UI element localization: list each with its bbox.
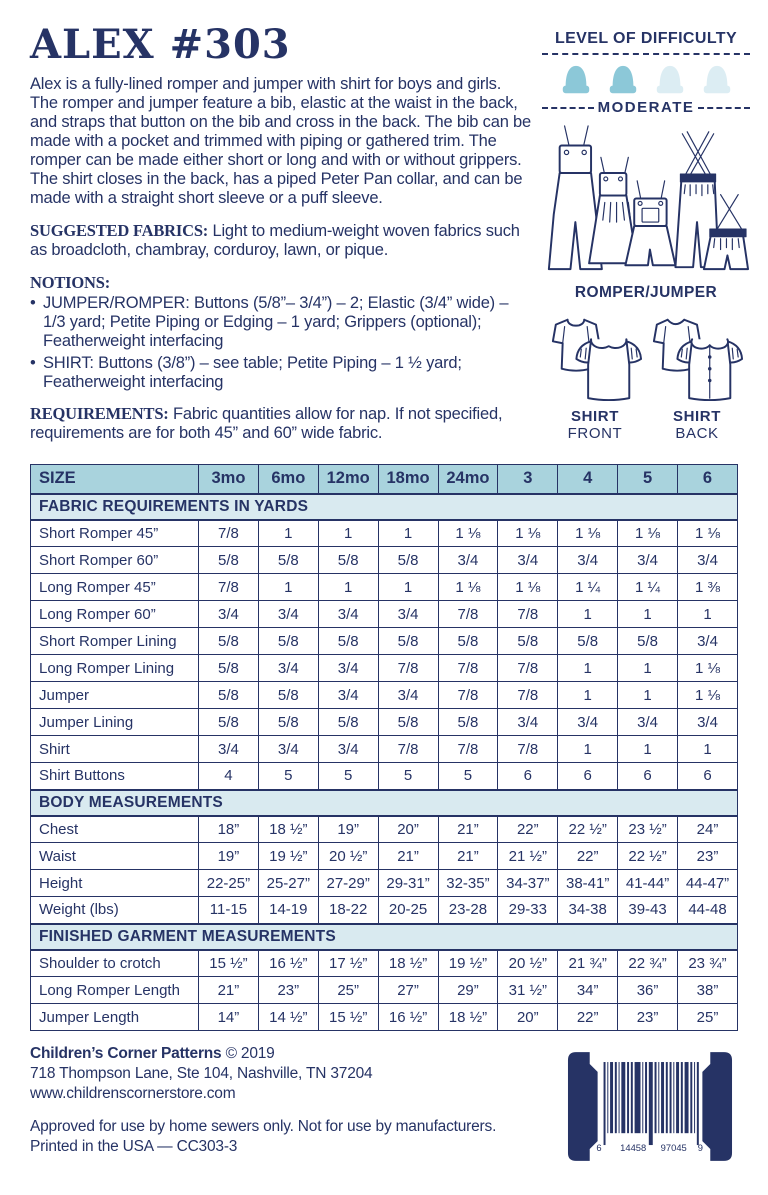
- table-cell: 5/8: [199, 655, 259, 682]
- table-cell: 1: [618, 655, 678, 682]
- table-row: [31, 520, 738, 547]
- shirt-front-illustration: [546, 308, 644, 404]
- notions-item: • JUMPER/ROMPER: Buttons (5/8”– 3/4”) – 2; Elastic (3/4” wide) – 1/3 yard; Petite Piping or Edging – 1 yard; Grippers (optional); Featherweight interfacing: [30, 294, 532, 351]
- table-cell: 5: [438, 763, 498, 790]
- table-cell: 6: [498, 763, 558, 790]
- requirements-text: Fabric quantities allow for nap. If not specified, requirements are for both 45” and 60” wide fabric.: [30, 405, 503, 442]
- table-cell: 5/8: [318, 709, 378, 736]
- table-cell: 25-27”: [258, 870, 318, 897]
- table-cell: 1 ⅛: [498, 520, 558, 547]
- barcode-bar: [661, 1062, 664, 1133]
- table-cell: 7/8: [378, 736, 438, 763]
- table-cell: 14-19: [258, 897, 318, 924]
- barcode-bar: [670, 1062, 672, 1133]
- suggested-fabrics-text: Light to medium-weight woven fabrics such as broadcloth, chambray, corduroy, lawn, or pique.: [30, 222, 520, 259]
- table-cell: 3/4: [378, 682, 438, 709]
- table-cell: 1: [378, 574, 438, 601]
- table-cell: 3/4: [199, 736, 259, 763]
- table-cell: 5: [318, 763, 378, 790]
- thimble-icon: [650, 63, 690, 97]
- text-column: [30, 21, 532, 456]
- shirt-back-illustration: [648, 308, 746, 404]
- table-cell: 3/4: [498, 709, 558, 736]
- table-cell: 18 ½”: [258, 816, 318, 843]
- illustration-column: [532, 24, 750, 456]
- shirt-back-label: SHIRT: [673, 408, 721, 425]
- row-label: Waist: [31, 843, 199, 870]
- table-cell: 21”: [438, 843, 498, 870]
- table-cell: 3/4: [438, 547, 498, 574]
- section-header-row: [31, 494, 738, 520]
- table-cell: 34-38: [558, 897, 618, 924]
- table-row: [31, 655, 738, 682]
- table-row: [31, 763, 738, 790]
- table-cell: 7/8: [498, 736, 558, 763]
- table-cell: 3/4: [618, 709, 678, 736]
- page-title: ALEX #303: [30, 21, 291, 68]
- table-cell: 21 ¾”: [558, 950, 618, 977]
- table-cell: 20 ½”: [318, 843, 378, 870]
- table-cell: 19 ½”: [258, 843, 318, 870]
- table-cell: 5/8: [258, 547, 318, 574]
- table-cell: 41-44”: [618, 870, 678, 897]
- table-cell: 7/8: [498, 601, 558, 628]
- thimble-icon: [697, 63, 737, 97]
- table-row: [31, 547, 738, 574]
- barcode-bar: [619, 1062, 620, 1133]
- barcode-bar: [685, 1062, 689, 1133]
- requirements-heading: REQUIREMENTS:: [30, 404, 169, 423]
- size-column-header: 4: [558, 465, 618, 494]
- table-cell: 44-47”: [678, 870, 738, 897]
- table-cell: 23 ¾”: [678, 950, 738, 977]
- row-label: Height: [31, 870, 199, 897]
- row-label: Jumper: [31, 682, 199, 709]
- section-title: FABRIC REQUIREMENTS IN YARDS: [31, 494, 738, 520]
- table-cell: 1 ⅜: [678, 574, 738, 601]
- table-cell: 25”: [678, 1004, 738, 1031]
- table-cell: 5/8: [378, 709, 438, 736]
- table-cell: 5: [258, 763, 318, 790]
- table-cell: 5/8: [378, 547, 438, 574]
- row-label: Shoulder to crotch: [31, 950, 199, 977]
- table-cell: 3/4: [318, 736, 378, 763]
- table-row: [31, 628, 738, 655]
- table-cell: 3/4: [258, 736, 318, 763]
- suggested-fabrics-heading: SUGGESTED FABRICS:: [30, 221, 209, 240]
- table-cell: 3/4: [678, 547, 738, 574]
- table-cell: 25”: [318, 977, 378, 1004]
- table-cell: 22 ½”: [618, 843, 678, 870]
- table-cell: 21”: [438, 816, 498, 843]
- row-label: Short Romper 45”: [31, 520, 199, 547]
- shirt-back-figure: [646, 308, 748, 442]
- barcode-group1: 14458: [620, 1142, 647, 1153]
- spool-right-flange: [702, 1052, 732, 1161]
- table-cell: 7/8: [438, 736, 498, 763]
- table-cell: 21”: [199, 977, 259, 1004]
- romper-jumper-illustration: [542, 120, 750, 279]
- table-cell: 17 ½”: [318, 950, 378, 977]
- table-cell: 1: [258, 574, 318, 601]
- dashed-line: [698, 107, 750, 109]
- table-row: [31, 682, 738, 709]
- barcode-left-digit: 6: [596, 1142, 602, 1153]
- table-row: [31, 816, 738, 843]
- table-cell: 1 ⅛: [438, 520, 498, 547]
- barcode-group2: 97045: [660, 1142, 687, 1153]
- barcode-bar: [621, 1062, 625, 1133]
- section-title: FINISHED GARMENT MEASUREMENTS: [31, 924, 738, 950]
- table-cell: 6: [678, 763, 738, 790]
- table-cell: 23”: [618, 1004, 678, 1031]
- section-title: BODY MEASUREMENTS: [31, 790, 738, 816]
- table-cell: 7/8: [438, 655, 498, 682]
- table-row: [31, 574, 738, 601]
- table-cell: 1: [558, 601, 618, 628]
- pattern-description: Alex is a fully-lined romper and jumper with shirt for boys and girls. The romper and jumper feature a bib, elastic at the waist in the back, and straps that button on the bib and cross in the back. The bib can be made with a pocket and trimmed with piping or gathered trim. The romper can be made either short or long and with or without grippers. The shirt closes in the back, has a piped Peter Pan collar, and can be made with a straight short sleeve or a puff sleeve.: [30, 75, 532, 207]
- table-cell: 14”: [199, 1004, 259, 1031]
- table-cell: 29”: [438, 977, 498, 1004]
- table-row: [31, 977, 738, 1004]
- table-cell: 22”: [498, 816, 558, 843]
- table-cell: 23”: [258, 977, 318, 1004]
- table-cell: 1 ⅛: [618, 520, 678, 547]
- table-row: [31, 1004, 738, 1031]
- barcode-bars: [604, 1062, 699, 1145]
- row-label: Short Romper 60”: [31, 547, 199, 574]
- table-cell: 1: [678, 601, 738, 628]
- barcode-bar: [681, 1062, 683, 1133]
- barcode-bar: [631, 1062, 633, 1133]
- table-cell: 5/8: [318, 628, 378, 655]
- row-label: Shirt Buttons: [31, 763, 199, 790]
- printed-text: Printed in the USA — CC303-3: [30, 1138, 238, 1155]
- table-cell: 1: [318, 574, 378, 601]
- table-cell: 19”: [318, 816, 378, 843]
- barcode-bar: [666, 1062, 668, 1133]
- barcode-bar: [604, 1062, 606, 1145]
- table-cell: 31 ½”: [498, 977, 558, 1004]
- table-row: [31, 709, 738, 736]
- size-column-header: 3: [498, 465, 558, 494]
- spool-left-flange: [568, 1052, 598, 1161]
- publisher-name: Children’s Corner Patterns: [30, 1045, 222, 1062]
- table-cell: 5/8: [618, 628, 678, 655]
- table-cell: 11-15: [199, 897, 259, 924]
- approval-block: [30, 1117, 496, 1157]
- address: 718 Thompson Lane, Ste 104, Nashville, TN 37204: [30, 1065, 373, 1082]
- table-cell: 5/8: [378, 628, 438, 655]
- romper-jumper-figure: [542, 120, 750, 302]
- table-cell: 44-48: [678, 897, 738, 924]
- table-cell: 5/8: [199, 682, 259, 709]
- table-cell: 5/8: [438, 709, 498, 736]
- table-cell: 7/8: [438, 601, 498, 628]
- row-label: Long Romper 60”: [31, 601, 199, 628]
- table-cell: 3/4: [678, 628, 738, 655]
- table-cell: 1 ¼: [558, 574, 618, 601]
- table-cell: 7/8: [378, 655, 438, 682]
- section-header-row: [31, 924, 738, 950]
- table-cell: 3/4: [318, 655, 378, 682]
- table-cell: 27-29”: [318, 870, 378, 897]
- table-cell: 22”: [558, 1004, 618, 1031]
- table-cell: 1 ⅛: [558, 520, 618, 547]
- table-cell: 39-43: [618, 897, 678, 924]
- table-cell: 7/8: [199, 574, 259, 601]
- table-cell: 15 ½”: [199, 950, 259, 977]
- table-cell: 5/8: [199, 628, 259, 655]
- table-cell: 1: [258, 520, 318, 547]
- table-cell: 5/8: [258, 709, 318, 736]
- section-header-row: [31, 790, 738, 816]
- table-cell: 27”: [378, 977, 438, 1004]
- table-cell: 1: [378, 520, 438, 547]
- table-cell: 32-35”: [438, 870, 498, 897]
- barcode-bar: [642, 1062, 643, 1133]
- barcode-bar: [610, 1062, 613, 1133]
- table-cell: 3/4: [618, 547, 678, 574]
- table-cell: 36”: [618, 977, 678, 1004]
- thimble-icon: [556, 63, 596, 97]
- row-label: Weight (lbs): [31, 897, 199, 924]
- table-cell: 29-31”: [378, 870, 438, 897]
- table-cell: 1 ⅛: [498, 574, 558, 601]
- table-cell: 7/8: [498, 655, 558, 682]
- notions-heading: NOTIONS:: [30, 273, 110, 292]
- table-cell: 6: [558, 763, 618, 790]
- table-cell: 34-37”: [498, 870, 558, 897]
- table-cell: 4: [199, 763, 259, 790]
- publisher-line: [30, 1044, 496, 1064]
- suggested-fabrics: [30, 221, 532, 260]
- table-cell: 1: [618, 682, 678, 709]
- row-label: Long Romper 45”: [31, 574, 199, 601]
- size-column-header: 24mo: [438, 465, 498, 494]
- table-row: [31, 601, 738, 628]
- table-row: [31, 950, 738, 977]
- row-label: Jumper Length: [31, 1004, 199, 1031]
- shirt-front-sublabel: FRONT: [567, 424, 623, 442]
- difficulty-thimbles: [542, 63, 750, 97]
- barcode-bar: [673, 1062, 674, 1133]
- table-cell: 22”: [558, 843, 618, 870]
- table-cell: 22 ¾”: [618, 950, 678, 977]
- table-cell: 3/4: [678, 709, 738, 736]
- row-label: Chest: [31, 816, 199, 843]
- size-column-header: 5: [618, 465, 678, 494]
- barcode-bar: [615, 1062, 617, 1133]
- notions-list: [30, 294, 532, 392]
- table-cell: 3/4: [258, 655, 318, 682]
- romper-jumper-label: ROMPER/JUMPER: [574, 284, 718, 301]
- table-cell: 20-25: [378, 897, 438, 924]
- table-cell: 14 ½”: [258, 1004, 318, 1031]
- table-cell: 7/8: [438, 682, 498, 709]
- table-cell: 23-28: [438, 897, 498, 924]
- footer: [30, 1044, 738, 1170]
- difficulty-level-label: MODERATE: [597, 99, 695, 116]
- barcode-bar: [607, 1062, 608, 1133]
- table-cell: 5/8: [558, 628, 618, 655]
- table-cell: 1 ⅛: [438, 574, 498, 601]
- copyright: © 2019: [225, 1045, 275, 1062]
- barcode-bar: [676, 1062, 679, 1133]
- row-label: Jumper Lining: [31, 709, 199, 736]
- table-cell: 21”: [378, 843, 438, 870]
- table-cell: 3/4: [378, 601, 438, 628]
- size-column-header: 3mo: [199, 465, 259, 494]
- approval-text: Approved for use by home sewers only. Not for use by manufacturers.: [30, 1118, 497, 1135]
- table-cell: 1 ⅛: [678, 655, 738, 682]
- table-cell: 5/8: [199, 547, 259, 574]
- table-cell: 5: [378, 763, 438, 790]
- table-cell: 38-41”: [558, 870, 618, 897]
- table-cell: 5/8: [318, 547, 378, 574]
- difficulty-heading: LEVEL OF DIFFICULTY: [542, 30, 750, 55]
- table-cell: 38”: [678, 977, 738, 1004]
- table-cell: 16 ½”: [378, 1004, 438, 1031]
- table-cell: 24”: [678, 816, 738, 843]
- table-cell: 1: [678, 736, 738, 763]
- size-table-body: [31, 465, 738, 1031]
- shirt-front-label: SHIRT: [571, 408, 619, 425]
- table-cell: 20 ½”: [498, 950, 558, 977]
- table-cell: 18 ½”: [378, 950, 438, 977]
- row-label: Long Romper Length: [31, 977, 199, 1004]
- table-cell: 7/8: [199, 520, 259, 547]
- table-cell: 5/8: [438, 628, 498, 655]
- barcode-bar: [635, 1062, 641, 1133]
- shirt-front-figure: [544, 308, 646, 442]
- table-cell: 29-33: [498, 897, 558, 924]
- table-cell: 3/4: [318, 601, 378, 628]
- table-cell: 3/4: [199, 601, 259, 628]
- dashed-line: [542, 107, 594, 109]
- shirt-back-sublabel: BACK: [675, 424, 719, 442]
- table-cell: 34”: [558, 977, 618, 1004]
- table-cell: 1 ¼: [618, 574, 678, 601]
- barcode-illustration: [566, 1048, 734, 1165]
- footer-text: [30, 1044, 496, 1170]
- table-cell: 1: [318, 520, 378, 547]
- row-label: Long Romper Lining: [31, 655, 199, 682]
- table-cell: 3/4: [258, 601, 318, 628]
- table-cell: 1: [558, 655, 618, 682]
- table-cell: 3/4: [498, 547, 558, 574]
- table-cell: 22-25”: [199, 870, 259, 897]
- row-label: Short Romper Lining: [31, 628, 199, 655]
- table-cell: 3/4: [558, 547, 618, 574]
- size-column-header: 6: [678, 465, 738, 494]
- table-cell: 19”: [199, 843, 259, 870]
- barcode-bar: [627, 1062, 629, 1133]
- table-row: [31, 870, 738, 897]
- size-table: [30, 464, 738, 1031]
- barcode-bar: [658, 1062, 659, 1133]
- table-cell: 5/8: [258, 682, 318, 709]
- requirements: [30, 404, 532, 443]
- table-cell: 6: [618, 763, 678, 790]
- table-cell: 21 ½”: [498, 843, 558, 870]
- table-cell: 3/4: [558, 709, 618, 736]
- table-cell: 1: [558, 682, 618, 709]
- table-cell: 20”: [498, 1004, 558, 1031]
- table-row: [31, 897, 738, 924]
- table-row: [31, 843, 738, 870]
- table-cell: 3/4: [318, 682, 378, 709]
- table-cell: 18-22: [318, 897, 378, 924]
- table-cell: 1 ⅛: [678, 520, 738, 547]
- table-cell: 20”: [378, 816, 438, 843]
- table-cell: 5/8: [199, 709, 259, 736]
- barcode-bar: [694, 1062, 695, 1133]
- barcode-bar: [690, 1062, 692, 1133]
- table-cell: 23 ½”: [618, 816, 678, 843]
- thimble-icon: [603, 63, 643, 97]
- size-column-header: 12mo: [318, 465, 378, 494]
- table-cell: 18 ½”: [438, 1004, 498, 1031]
- spool-barcode: [566, 1044, 738, 1170]
- table-cell: 15 ½”: [318, 1004, 378, 1031]
- table-cell: 16 ½”: [258, 950, 318, 977]
- size-column-header: 18mo: [378, 465, 438, 494]
- size-header-label: SIZE: [31, 465, 199, 494]
- shirt-figures: [542, 308, 750, 442]
- difficulty-level: [542, 99, 750, 116]
- table-cell: 23”: [678, 843, 738, 870]
- website-link: www.childrenscornerstore.com: [30, 1085, 236, 1102]
- table-row: [31, 736, 738, 763]
- table-cell: 1: [558, 736, 618, 763]
- table-cell: 18”: [199, 816, 259, 843]
- barcode-bar: [645, 1062, 647, 1133]
- size-header-row: [31, 465, 738, 494]
- top-section: [30, 21, 738, 456]
- table-cell: 19 ½”: [438, 950, 498, 977]
- table-cell: 7/8: [498, 682, 558, 709]
- table-cell: 22 ½”: [558, 816, 618, 843]
- barcode-right-digit: 9: [697, 1142, 704, 1153]
- table-cell: 5/8: [258, 628, 318, 655]
- size-column-header: 6mo: [258, 465, 318, 494]
- table-cell: 5/8: [498, 628, 558, 655]
- notions-item: • SHIRT: Buttons (3/8”) – see table; Petite Piping – 1 ½ yard; Featherweight interfacing: [30, 354, 532, 392]
- table-cell: 1: [618, 601, 678, 628]
- barcode-bar: [697, 1062, 699, 1145]
- table-cell: 1 ⅛: [678, 682, 738, 709]
- table-cell: 1: [618, 736, 678, 763]
- barcode-bar: [655, 1062, 657, 1133]
- row-label: Shirt: [31, 736, 199, 763]
- barcode-bar: [649, 1062, 653, 1145]
